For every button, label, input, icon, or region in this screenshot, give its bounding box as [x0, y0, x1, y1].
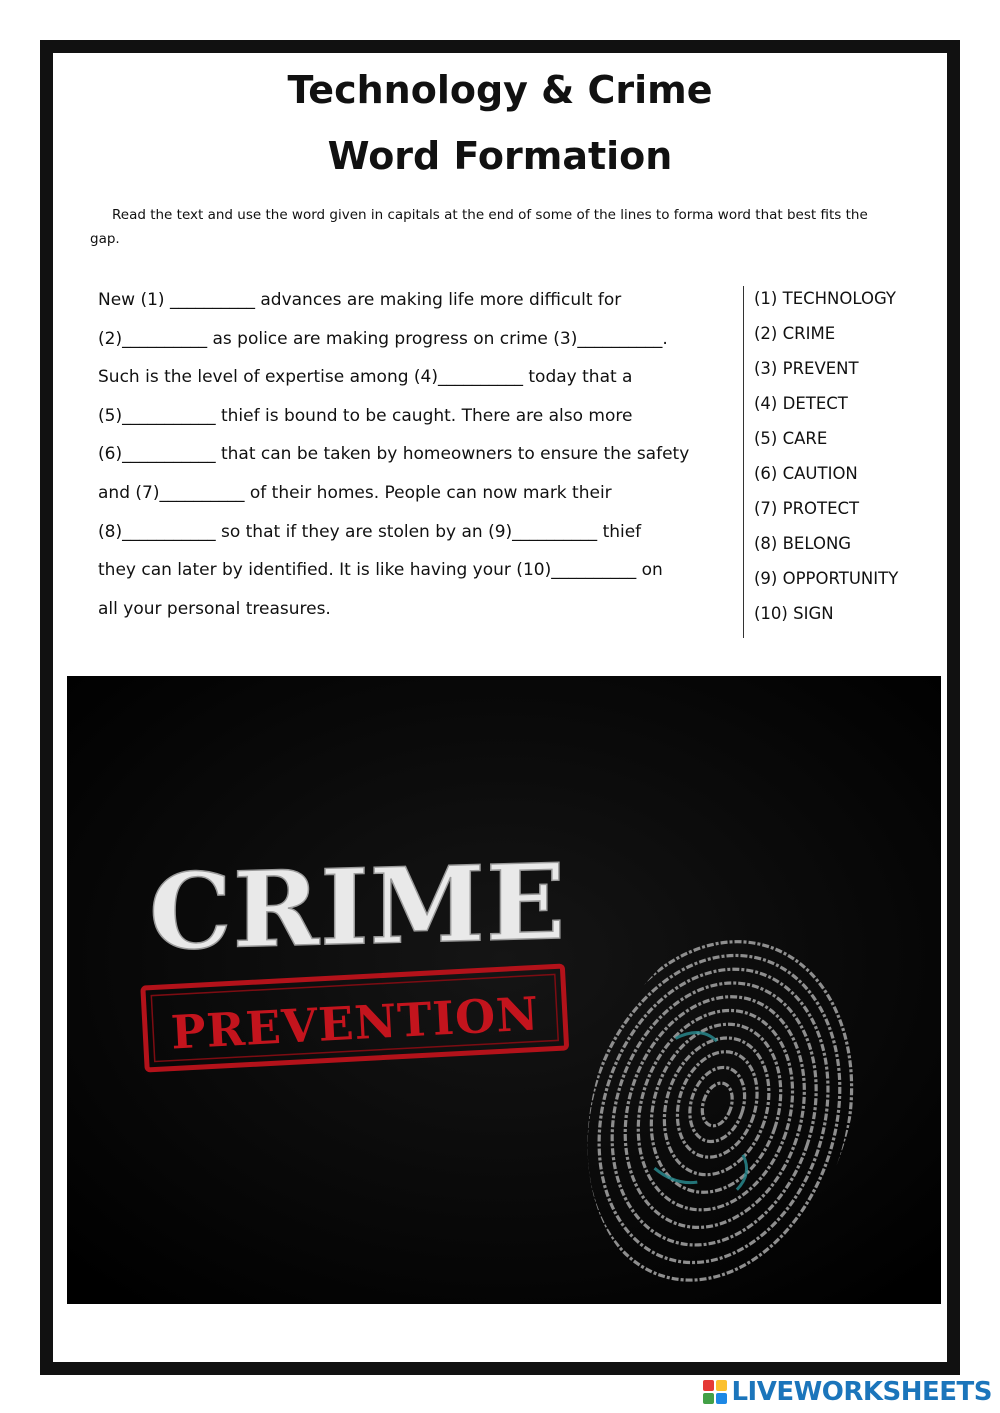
passage-line: they can later by identified. It is like having your (10)__________ on [98, 560, 663, 581]
passage-line: (5)___________ thief is bound to be caught. There are also more [98, 405, 633, 426]
word-item: (3) PREVENT [754, 359, 859, 378]
word-item: (7) PROTECT [754, 499, 860, 518]
word-item: (2) CRIME [754, 324, 836, 343]
passage-line: and (7)__________ of their homes. People can now mark their [98, 482, 612, 503]
worksheet-subtitle: Word Formation [327, 134, 673, 178]
passage-line: (8)___________ so that if they are stolen by an (9)__________ thief [98, 521, 642, 542]
prevention-text: PREVENTION [169, 986, 541, 1060]
word-item: (5) CARE [754, 429, 828, 448]
word-item: (1) TECHNOLOGY [754, 289, 897, 308]
crime-prevention-image [67, 676, 941, 1304]
worksheet-title: Technology & Crime [287, 68, 713, 112]
passage-line: (2)__________ as police are making progress on crime (3)__________. [98, 328, 668, 349]
liveworksheets-logo [703, 1377, 992, 1407]
passage-line: New (1) __________ advances are making life more difficult for [98, 290, 622, 310]
word-item: (4) DETECT [754, 394, 848, 413]
crime-headline: CRIME [149, 839, 567, 974]
liveworksheets-icon [703, 1380, 727, 1404]
passage-line: all your personal treasures. [98, 598, 331, 619]
passage-line: Such is the level of expertise among (4)__________ today that a [98, 367, 633, 388]
word-list [743, 286, 898, 638]
passage-line: (6)___________ that can be taken by homeowners to ensure the safety [98, 444, 690, 465]
liveworksheets-wordmark: LIVEWORKSHEETS [731, 1377, 992, 1407]
instructions: Read the text and use the word given in capitals at the end of some of the lines to forma word that best fits the gap. [90, 207, 868, 247]
word-item: (8) BELONG [754, 534, 852, 553]
gap-fill-passage [98, 285, 738, 632]
word-item: (9) OPPORTUNITY [754, 569, 899, 588]
word-item: (10) SIGN [754, 604, 834, 623]
word-item: (6) CAUTION [754, 464, 858, 483]
